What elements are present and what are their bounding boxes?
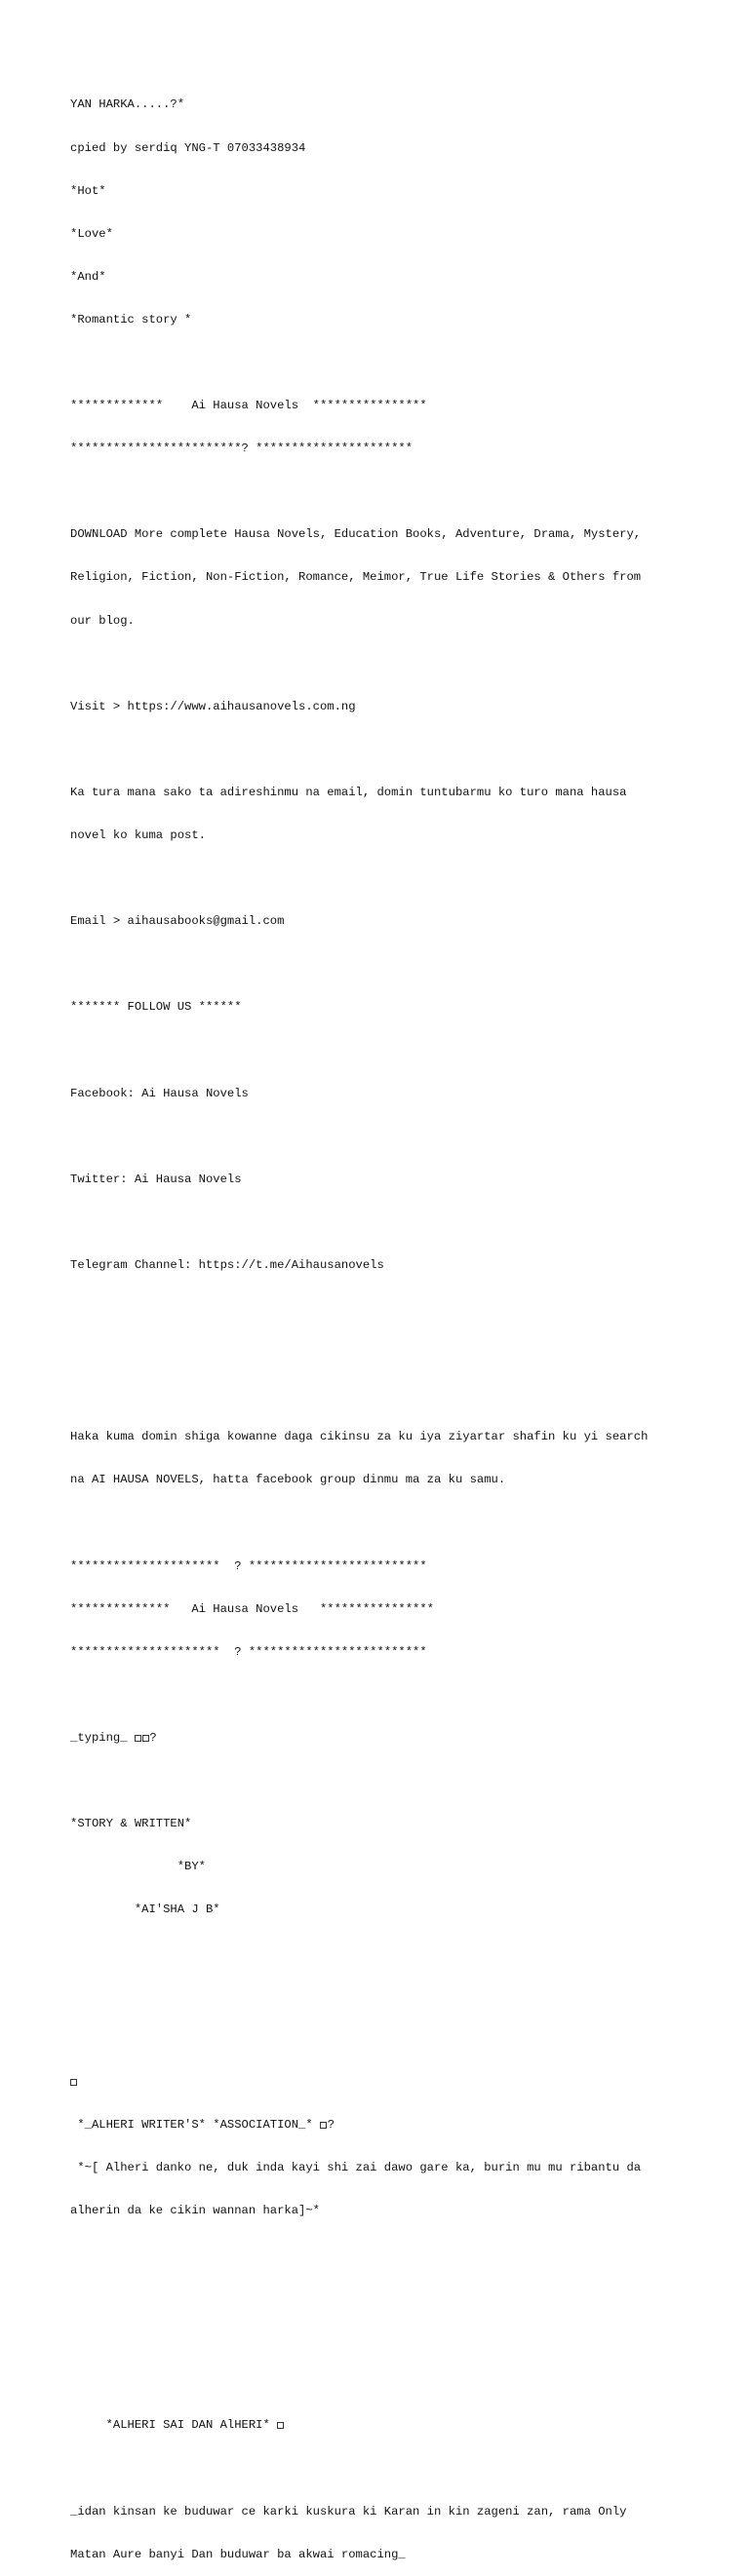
tag-love: *Love* xyxy=(70,226,113,241)
copied-by-line: cpied by serdiq YNG-T 07033438934 xyxy=(70,140,306,155)
follow-us-heading: ******* FOLLOW US ****** xyxy=(70,1000,242,1015)
visit-link: Visit > https://www.aihausanovels.com.ng xyxy=(70,699,356,713)
alheri-glyph-line xyxy=(70,2075,694,2090)
placeholder-box-icon xyxy=(320,2122,327,2129)
typing-end: ? xyxy=(149,1730,157,1745)
placeholder-box-icon xyxy=(70,2079,77,2086)
download-line-1: DOWNLOAD More complete Hausa Novels, Education Books, Adventure, Drama, Mystery, xyxy=(70,527,642,542)
banner-mid-line-3: ********************* ? ************************* xyxy=(70,1644,427,1659)
facebook-line: Facebook: Ai Hausa Novels xyxy=(70,1086,249,1100)
story-by: *BY* xyxy=(70,1860,206,1874)
email-line: Email > aihausabooks@gmail.com xyxy=(70,914,285,929)
closing-line-1: _idan kinsan ke buduwar ce karki kuskura ki Karan in kin zageni zan, rama Only xyxy=(70,2504,627,2518)
download-line-2: Religion, Fiction, Non-Fiction, Romance, Meimor, True Life Stories & Others from xyxy=(70,570,642,585)
closing-line-2: Matan Aure banyi Dan buduwar ba akwai romacing_ xyxy=(70,2547,406,2561)
story-written-heading: *STORY & WRITTEN* xyxy=(70,1817,192,1831)
banner-mid-line-2: ************** Ai Hausa Novels **************** xyxy=(70,1601,434,1616)
alheri-association-line xyxy=(70,2118,694,2133)
subscribe-line-2: novel ko kuma post. xyxy=(70,828,206,842)
banner-top-line-1: ************* Ai Hausa Novels **************** xyxy=(70,399,427,413)
placeholder-box-icon xyxy=(142,1735,149,1742)
alheri-association-text: *_ALHERI WRITER'S* *ASSOCIATION_* xyxy=(70,2117,320,2132)
haka-line-2: na AI HAUSA NOVELS, hatta facebook group dinmu ma za ku samu. xyxy=(70,1473,506,1487)
motto-text: *ALHERI SAI DAN AlHERI* xyxy=(70,2418,278,2433)
banner-top-line-2: ************************? ********************** xyxy=(70,442,414,456)
tag-hot: *Hot* xyxy=(70,183,106,198)
story-title: YAN HARKA.....?* xyxy=(70,97,185,112)
story-author: *AI'SHA J B* xyxy=(70,1903,220,1917)
typing-line xyxy=(70,1731,694,1746)
placeholder-box-icon xyxy=(135,1735,141,1742)
haka-line-1: Haka kuma domin shiga kowanne daga cikinsu za ku iya ziyartar shafin ku yi search xyxy=(70,1430,649,1444)
typing-text: _typing_ xyxy=(70,1730,135,1745)
document-page xyxy=(70,69,694,2576)
alheri-association-end: ? xyxy=(327,2117,335,2132)
placeholder-box-icon xyxy=(277,2422,284,2429)
alheri-quote-line-1: *~[ Alheri danko ne, duk inda kayi shi zai dawo gare ka, burin mu mu ribantu da xyxy=(70,2160,642,2174)
download-line-3: our blog. xyxy=(70,613,135,628)
motto-line xyxy=(70,2418,694,2433)
banner-mid-line-1: ********************* ? ************************* xyxy=(70,1558,427,1573)
tag-and: *And* xyxy=(70,269,106,284)
twitter-line: Twitter: Ai Hausa Novels xyxy=(70,1172,242,1186)
telegram-line: Telegram Channel: https://t.me/Aihausanovels xyxy=(70,1257,384,1272)
tag-romantic: *Romantic story * xyxy=(70,312,192,327)
alheri-quote-line-2: alherin da ke cikin wannan harka]~* xyxy=(70,2204,320,2217)
subscribe-line-1: Ka tura mana sako ta adireshinmu na email, domin tuntubarmu ko turo mana hausa xyxy=(70,785,627,799)
